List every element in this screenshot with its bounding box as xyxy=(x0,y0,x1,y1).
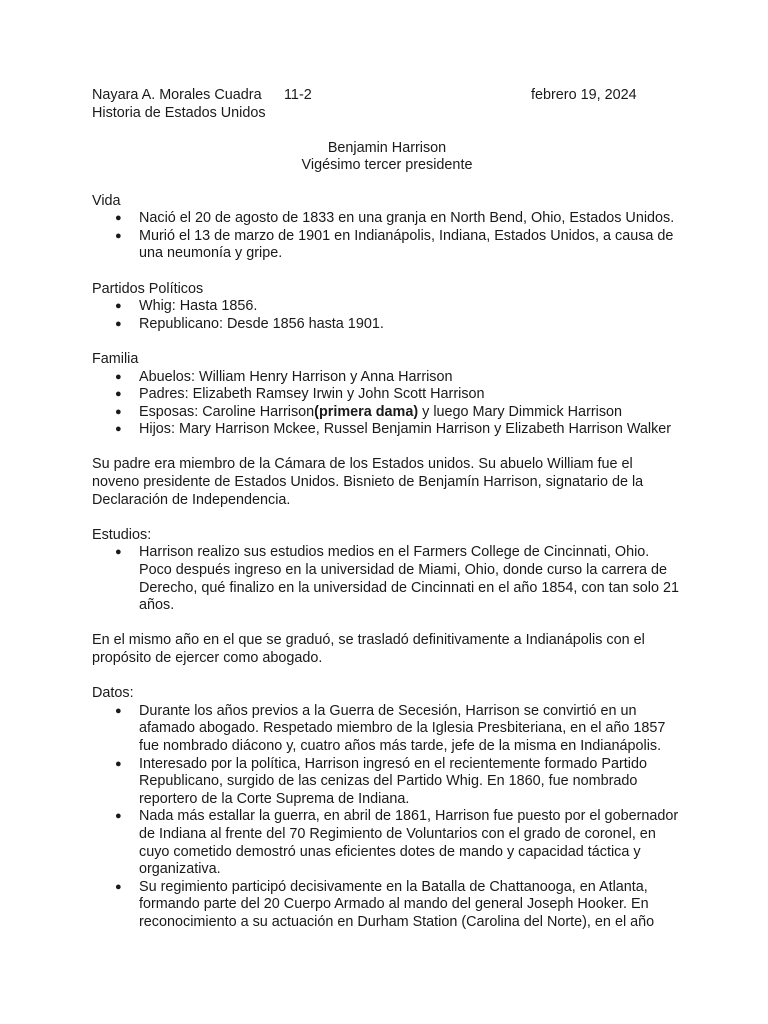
subject-name: Historia de Estados Unidos xyxy=(92,104,266,121)
document-body xyxy=(92,87,682,932)
list-item: ● Durante los años previos a la Guerra de Secesión, Harrison se convirtió en un afamado abogado. Respetado miembro de la Iglesia Presbiteriana, en el año 1857 fue nombrado diácono y, cuatro años más tarde, jefe de la misma en Indianápolis. xyxy=(139,703,682,756)
header-line xyxy=(92,87,682,105)
familia-list xyxy=(92,369,682,439)
section-heading-datos: Datos: xyxy=(92,685,134,702)
title-block xyxy=(92,140,682,175)
document-subtitle: Vigésimo tercer presidente xyxy=(301,157,473,174)
section-heading-vida: Vida xyxy=(92,192,121,209)
esposas-text-suffix: y luego Mary Dimmick Harrison xyxy=(418,403,623,420)
list-item: ● Nació el 20 de agosto de 1833 en una granja en North Bend, Ohio, Estados Unidos. xyxy=(139,210,682,228)
list-item: ● Nada más estallar la guerra, en abril de 1861, Harrison fue puesto por el gobernador de Indiana al frente del 70 Regimiento de Voluntarios con el grado de coronel, en cuyo cometido demostró unas eficientes dotes de mando y capacidad táctica y organizativa. xyxy=(139,808,682,878)
list-item: ● Harrison realizo sus estudios medios en el Farmers College de Cincinnati, Ohio. Poco después ingreso en la universidad de Miami, Ohio, donde curso la carrera de Derecho, qué finalizo en la universidad de Cincinnati en el año 1854, con tan solo 21 años. xyxy=(139,544,682,614)
paragraph-graduacion: En el mismo año en el que se graduó, se trasladó definitivamente a Indianápolis con el propósito de ejercer como abogado. xyxy=(92,632,645,666)
section-heading-estudios: Estudios: xyxy=(92,526,152,543)
document-date: febrero 19, 2024 xyxy=(531,87,637,103)
list-item: ● Whig: Hasta 1856. xyxy=(139,298,682,316)
list-item: ● Hijos: Mary Harrison Mckee, Russel Benjamin Harrison y Elizabeth Harrison Walker xyxy=(139,421,682,439)
list-item: ● Murió el 13 de marzo de 1901 en Indianápolis, Indiana, Estados Unidos, a causa de una neumonía y gripe. xyxy=(139,228,682,263)
list-item-esposas xyxy=(139,404,682,422)
esposas-text: Esposas: Caroline Harrison xyxy=(139,403,315,420)
document-title: Benjamin Harrison xyxy=(327,139,447,156)
list-item: ● Su regimiento participó decisivamente en la Batalla de Chattanooga, en Atlanta, formando parte del 20 Cuerpo Armado al mando del general Joseph Hooker. En reconocimiento a su actuación en Durham Station (Carolina del Norte), en el año xyxy=(139,879,682,932)
vida-list xyxy=(92,210,682,263)
author-name: Nayara A. Morales Cuadra xyxy=(92,87,262,103)
list-item: ● Republicano: Desde 1856 hasta 1901. xyxy=(139,316,682,334)
datos-list xyxy=(92,703,682,932)
list-item: ● Interesado por la política, Harrison ingresó en el recientemente formado Partido Republicano, surgido de las cenizas del Partido Whig. En 1860, fue nombrado reportero de la Corte Suprema de Indiana. xyxy=(139,756,682,809)
list-item: ● Abuelos: William Henry Harrison y Anna Harrison xyxy=(139,369,682,387)
list-item: ● Padres: Elizabeth Ramsey Irwin y John Scott Harrison xyxy=(139,386,682,404)
primera-dama-label: (primera dama) xyxy=(314,403,419,420)
partidos-list xyxy=(92,298,682,333)
paragraph-familia: Su padre era miembro de la Cámara de los Estados unidos. Su abuelo William fue el noveno presidente de Estados Unidos. Bisnieto de Benjamín Harrison, signatario de la Declaración de Independencia. xyxy=(92,456,644,508)
section-heading-partidos: Partidos Políticos xyxy=(92,280,204,297)
estudios-list xyxy=(92,544,682,614)
course-code: 11-2 xyxy=(284,87,312,103)
section-heading-familia: Familia xyxy=(92,350,139,367)
